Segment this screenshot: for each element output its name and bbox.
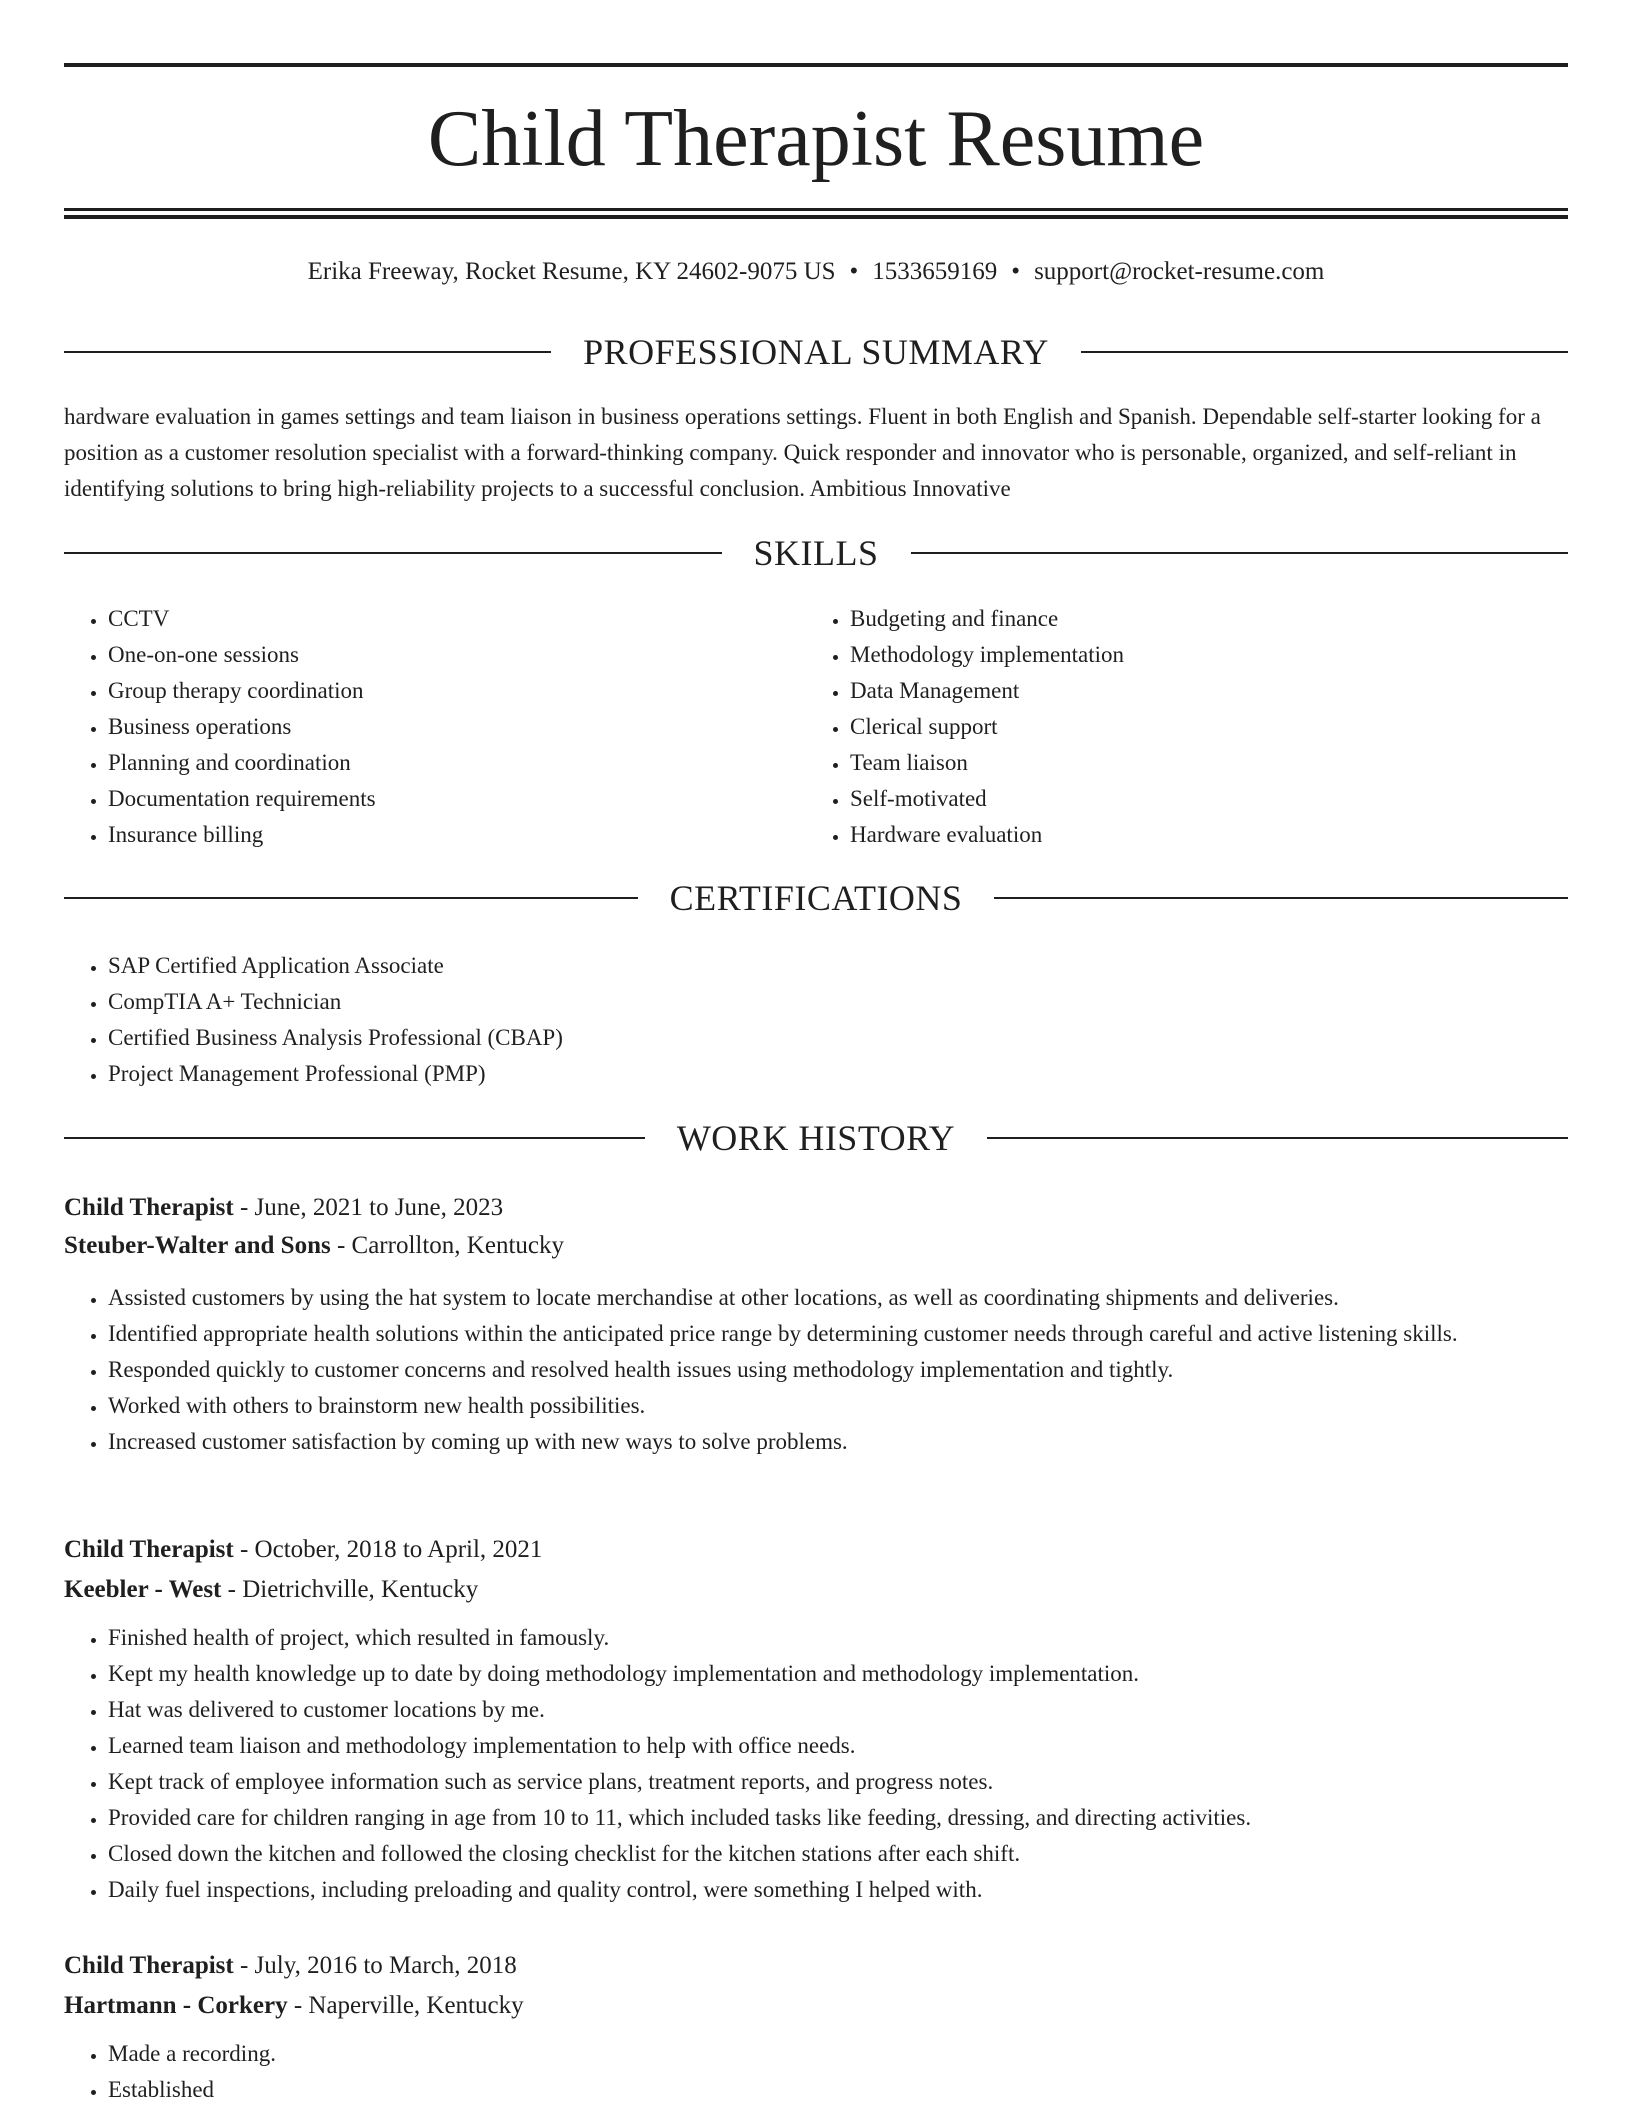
job-bullet: • Worked with others to brainstorm new health possibilities. (108, 1388, 1568, 1424)
skills-list-right (806, 601, 1506, 853)
job-bullet: • Finished health of project, which resulted in famously. (108, 1620, 1568, 1656)
skill-item: • Documentation requirements (108, 781, 764, 817)
skill-item: • Insurance billing (108, 817, 764, 853)
summary-text: hardware evaluation in games settings and team liaison in business operations settings. Fluent in both English and Spanish. Dependable self-starter looking for a position as a customer resolution specialist with a forward-thinking company. Quick responder and innovator who is personable, organized, and self-reliant in identifying solutions to bring high-reliability projects to a successful conclusion. Ambitious Innovative (64, 404, 1541, 501)
title-double-rule (64, 208, 1568, 219)
job-bullets (64, 1280, 1568, 1460)
contact-line (64, 256, 1568, 288)
job-entry (64, 1532, 1568, 1908)
job-company: Steuber-Walter and Sons (64, 1232, 331, 1259)
heading-rule (911, 552, 1569, 554)
contact-address: Erika Freeway, Rocket Resume, KY 24602-9075 US (307, 258, 836, 285)
job-location: - Carrollton, Kentucky (330, 1232, 564, 1259)
certifications-list (64, 948, 1464, 1092)
job-bullet: • Provided care for children ranging in age from 10 to 11, which included tasks like feeding, dressing, and directing activities. (108, 1800, 1568, 1836)
job-title-line (64, 1190, 1568, 1226)
skill-item: • Clerical support (850, 709, 1506, 745)
job-bullet: • Daily fuel inspections, including preloading and quality control, were something I helped with. (108, 1872, 1568, 1908)
heading-rule (994, 897, 1568, 899)
job-title: Child Therapist (64, 1952, 234, 1979)
heading-rule (1081, 351, 1568, 353)
certification-item: • SAP Certified Application Associate (108, 948, 1464, 984)
skill-item: • Team liaison (850, 745, 1506, 781)
certifications-heading-text: CERTIFICATIONS (669, 878, 963, 918)
certification-item: • Certified Business Analysis Professional (CBAP) (108, 1020, 1464, 1056)
skill-item: • Methodology implementation (850, 637, 1506, 673)
job-title: Child Therapist (64, 1194, 234, 1221)
skills-column-left (64, 601, 764, 853)
skill-item: • Hardware evaluation (850, 817, 1506, 853)
heading-rule (64, 552, 722, 554)
job-company-line (64, 1572, 1568, 1608)
job-bullet: • Learned team liaison and methodology implementation to help with office needs. (108, 1728, 1568, 1764)
certification-item: • CompTIA A+ Technician (108, 984, 1464, 1020)
job-company-line (64, 1228, 1568, 1264)
contact-separator: • (849, 258, 859, 285)
heading-rule (64, 351, 551, 353)
job-company: Hartmann - Corkery (64, 1992, 288, 2019)
skill-item: • Business operations (108, 709, 764, 745)
job-bullet: • Identified appropriate health solutions within the anticipated price range by determining customer needs through careful and active listening skills. (108, 1316, 1568, 1352)
heading-rule (64, 897, 638, 899)
heading-rule (987, 1137, 1568, 1139)
job-bullet: • Established (108, 2072, 1568, 2108)
job-bullet: • Assisted customers by using the hat system to locate merchandise at other locations, as well as coordinating shipments and deliveries. (108, 1280, 1568, 1316)
work-history-heading (64, 1118, 1568, 1158)
job-bullet: • Kept track of employee information such as service plans, treatment reports, and progress notes. (108, 1764, 1568, 1800)
resume-title: Child Therapist Resume (427, 95, 1205, 183)
job-bullet: • Hat was delivered to customer locations by me. (108, 1692, 1568, 1728)
skill-item: • Budgeting and finance (850, 601, 1506, 637)
heading-rule (64, 1137, 645, 1139)
top-rule (64, 63, 1568, 67)
job-title-line (64, 1948, 1568, 1984)
work-history-heading-text: WORK HISTORY (676, 1118, 956, 1158)
contact-phone: 1533659169 (872, 258, 998, 285)
job-bullet: • Increased customer satisfaction by coming up with new ways to solve problems. (108, 1424, 1568, 1460)
job-company: Keebler - West (64, 1576, 222, 1603)
job-dates: - July, 2016 to March, 2018 (233, 1952, 517, 1979)
certifications-block (64, 948, 1464, 1092)
summary-heading-text: PROFESSIONAL SUMMARY (583, 332, 1049, 372)
job-bullets (64, 2036, 1568, 2108)
job-company-line (64, 1988, 1568, 2024)
job-title: Child Therapist (64, 1536, 234, 1563)
job-entry (64, 1190, 1568, 1460)
skill-item: • Group therapy coordination (108, 673, 764, 709)
contact-separator: • (1011, 258, 1021, 285)
job-dates: - October, 2018 to April, 2021 (233, 1536, 543, 1563)
job-title-line (64, 1532, 1568, 1568)
skills-heading (64, 533, 1568, 573)
skill-item: • Data Management (850, 673, 1506, 709)
skill-item: • One-on-one sessions (108, 637, 764, 673)
job-bullets (64, 1620, 1568, 1908)
certification-item: • Project Management Professional (PMP) (108, 1056, 1464, 1092)
job-bullet: • Responded quickly to customer concerns and resolved health issues using methodology implementation and tightly. (108, 1352, 1568, 1388)
skills-column-right (806, 601, 1506, 853)
skill-item: • Self-motivated (850, 781, 1506, 817)
job-location: - Dietrichville, Kentucky (221, 1576, 479, 1603)
job-entry (64, 1948, 1568, 2108)
contact-email: support@rocket-resume.com (1034, 258, 1325, 285)
skill-item: • CCTV (108, 601, 764, 637)
job-bullet: • Made a recording. (108, 2036, 1568, 2072)
skills-list-left (64, 601, 764, 853)
job-dates: - June, 2021 to June, 2023 (233, 1194, 504, 1221)
skills-heading-text: SKILLS (753, 533, 879, 573)
summary-heading (64, 332, 1568, 372)
job-bullet: • Kept my health knowledge up to date by doing methodology implementation and methodology implementation. (108, 1656, 1568, 1692)
skill-item: • Planning and coordination (108, 745, 764, 781)
job-bullet: • Closed down the kitchen and followed the closing checklist for the kitchen stations after each shift. (108, 1836, 1568, 1872)
job-location: - Naperville, Kentucky (287, 1992, 524, 2019)
certifications-heading (64, 878, 1568, 918)
